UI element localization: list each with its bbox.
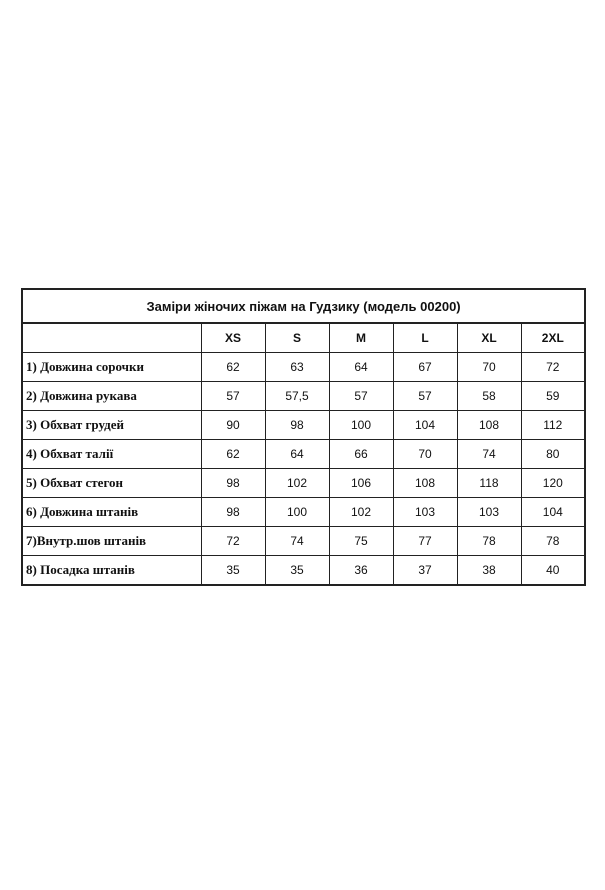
measurement-cell: 70 xyxy=(457,353,521,382)
table-row xyxy=(22,556,585,586)
table-title: Заміри жіночих піжам на Гудзику (модель 00200) xyxy=(22,289,585,323)
measurement-cell: 78 xyxy=(521,527,585,556)
measurement-cell: 103 xyxy=(457,498,521,527)
measurement-cell: 102 xyxy=(329,498,393,527)
measurement-cell: 63 xyxy=(265,353,329,382)
size-header-xs: XS xyxy=(201,323,265,353)
size-table xyxy=(21,288,586,586)
measurement-cell: 35 xyxy=(201,556,265,586)
row-label: 4) Обхват талії xyxy=(22,440,201,469)
size-header-l: L xyxy=(393,323,457,353)
measurement-cell: 104 xyxy=(393,411,457,440)
measurement-cell: 118 xyxy=(457,469,521,498)
row-label: 5) Обхват стегон xyxy=(22,469,201,498)
size-header-xl: XL xyxy=(457,323,521,353)
row-label: 8) Посадка штанів xyxy=(22,556,201,586)
size-header-m: M xyxy=(329,323,393,353)
measurement-cell: 104 xyxy=(521,498,585,527)
measurement-cell: 36 xyxy=(329,556,393,586)
row-label: 1) Довжина сорочки xyxy=(22,353,201,382)
measurement-cell: 77 xyxy=(393,527,457,556)
measurement-cell: 72 xyxy=(521,353,585,382)
table-body xyxy=(22,353,585,586)
row-label: 7)Внутр.шов штанів xyxy=(22,527,201,556)
size-header-s: S xyxy=(265,323,329,353)
measurement-cell: 108 xyxy=(457,411,521,440)
measurement-cell: 108 xyxy=(393,469,457,498)
table-row xyxy=(22,440,585,469)
measurement-cell: 57,5 xyxy=(265,382,329,411)
measurement-cell: 120 xyxy=(521,469,585,498)
measurement-cell: 59 xyxy=(521,382,585,411)
measurement-cell: 62 xyxy=(201,353,265,382)
measurement-cell: 35 xyxy=(265,556,329,586)
measurement-cell: 72 xyxy=(201,527,265,556)
table-row xyxy=(22,382,585,411)
measurement-cell: 98 xyxy=(201,469,265,498)
measurement-cell: 70 xyxy=(393,440,457,469)
measurement-cell: 40 xyxy=(521,556,585,586)
measurement-cell: 112 xyxy=(521,411,585,440)
row-label: 2) Довжина рукава xyxy=(22,382,201,411)
table-row xyxy=(22,527,585,556)
measurement-cell: 38 xyxy=(457,556,521,586)
header-empty-cell xyxy=(22,323,201,353)
measurement-cell: 102 xyxy=(265,469,329,498)
row-label: 3) Обхват грудей xyxy=(22,411,201,440)
measurement-cell: 98 xyxy=(201,498,265,527)
measurement-cell: 98 xyxy=(265,411,329,440)
measurement-cell: 64 xyxy=(329,353,393,382)
measurement-cell: 66 xyxy=(329,440,393,469)
measurement-cell: 78 xyxy=(457,527,521,556)
measurement-cell: 75 xyxy=(329,527,393,556)
measurement-cell: 74 xyxy=(457,440,521,469)
measurement-cell: 57 xyxy=(201,382,265,411)
measurement-cell: 57 xyxy=(393,382,457,411)
measurement-cell: 100 xyxy=(265,498,329,527)
measurement-cell: 57 xyxy=(329,382,393,411)
measurement-cell: 37 xyxy=(393,556,457,586)
measurement-cell: 67 xyxy=(393,353,457,382)
measurement-cell: 80 xyxy=(521,440,585,469)
measurement-cell: 58 xyxy=(457,382,521,411)
measurement-cell: 90 xyxy=(201,411,265,440)
size-header-2xl: 2XL xyxy=(521,323,585,353)
size-chart xyxy=(21,288,587,586)
row-label: 6) Довжина штанів xyxy=(22,498,201,527)
measurement-cell: 106 xyxy=(329,469,393,498)
measurement-cell: 74 xyxy=(265,527,329,556)
title-row xyxy=(22,289,585,323)
table-row xyxy=(22,353,585,382)
table-row xyxy=(22,411,585,440)
header-row xyxy=(22,323,585,353)
table-row xyxy=(22,498,585,527)
measurement-cell: 64 xyxy=(265,440,329,469)
measurement-cell: 62 xyxy=(201,440,265,469)
table-row xyxy=(22,469,585,498)
measurement-cell: 100 xyxy=(329,411,393,440)
measurement-cell: 103 xyxy=(393,498,457,527)
